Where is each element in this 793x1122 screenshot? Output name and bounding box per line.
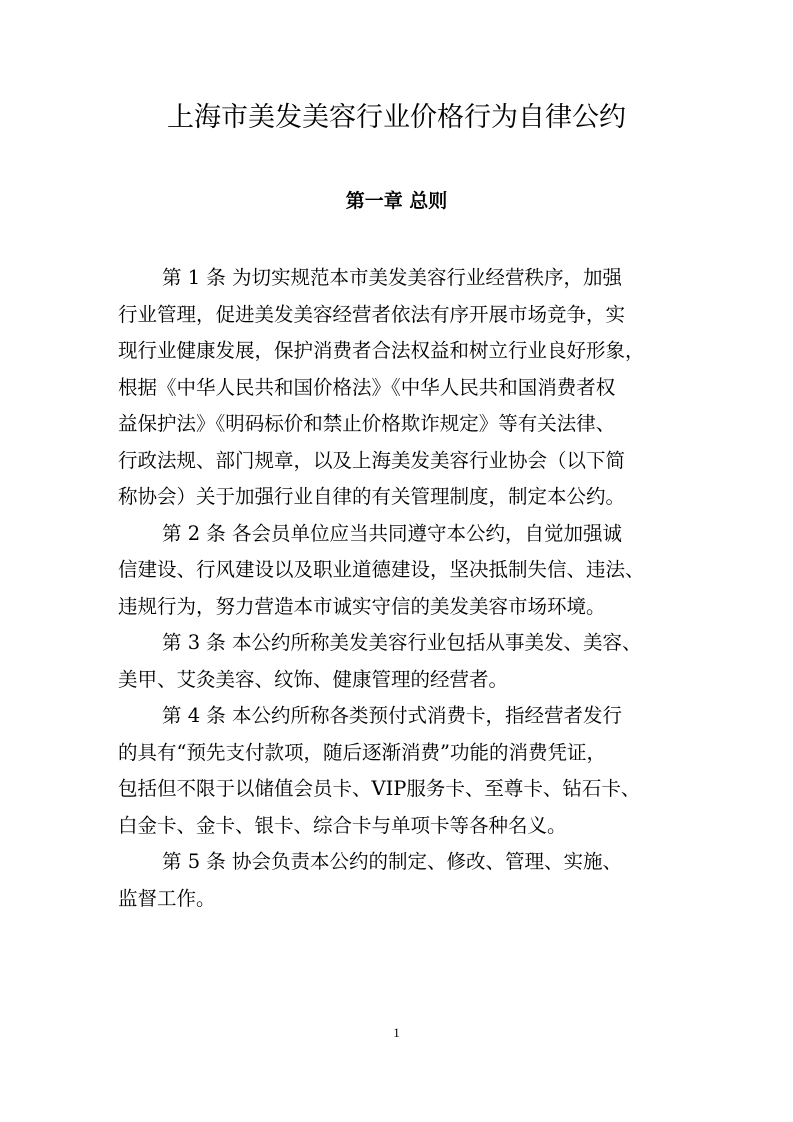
article-1-line: 第 1 条 为切实规范本市美发美容行业经营秩序，加强 <box>162 266 623 289</box>
chapter-title: 第一章 总则 <box>345 190 448 212</box>
page-title: 上海市美发美容行业价格行为自律公约 <box>167 102 626 133</box>
article-5-line: 监督工作。 <box>118 886 216 910</box>
article-4-line: 白金卡、金卡、银卡、综合卡与单项卡等各种名义。 <box>118 813 567 837</box>
article-1-line: 行业管理，促进美发美容经营者依法有序开展市场竞争，实 <box>118 302 626 326</box>
article-2-line: 信建设、行风建设以及职业道德建设，坚决抵制失信、违法、 <box>118 558 645 581</box>
article-1-line: 现行业健康发展，保护消费者合法权益和树立行业良好形象， <box>118 339 645 362</box>
article-3-line: 第 3 条 本公约所称美发美容行业包括从事美发、美容、 <box>162 631 642 654</box>
article-1-line: 根据《中华人民共和国价格法》《中华人民共和国消费者权 <box>118 375 616 399</box>
article-5-line: 第 5 条 协会负责本公约的制定、修改、管理、实施、 <box>162 850 623 873</box>
article-2-line: 第 2 条 各会员单位应当共同遵守本公约，自觉加强诚 <box>162 521 623 545</box>
article-1-line: 行政法规、部门规章，以及上海美发美容行业协会（以下简 <box>118 448 626 472</box>
page-number: 1 <box>393 1025 400 1040</box>
article-4-line: 第 4 条 本公约所称各类预付式消费卡，指经营者发行 <box>162 704 623 727</box>
article-4-line: 的具有“预先支付款项，随后逐渐消费”功能的消费凭证， <box>118 740 606 764</box>
body-text <box>118 260 688 917</box>
article-1-line: 称协会）关于加强行业自律的有关管理制度，制定本公约。 <box>118 485 626 508</box>
article-2-line: 违规行为，努力营造本市诚实守信的美发美容市场环境。 <box>118 594 606 618</box>
article-4-line: 包括但不限于以储值会员卡、VIP服务卡、至尊卡、钻石卡、 <box>118 777 641 800</box>
article-3-line: 美甲、艾灸美容、纹饰、健康管理的经营者。 <box>118 667 509 691</box>
article-1-line: 益保护法》《明码标价和禁止价格欺诈规定》等有关法律、 <box>118 412 616 435</box>
